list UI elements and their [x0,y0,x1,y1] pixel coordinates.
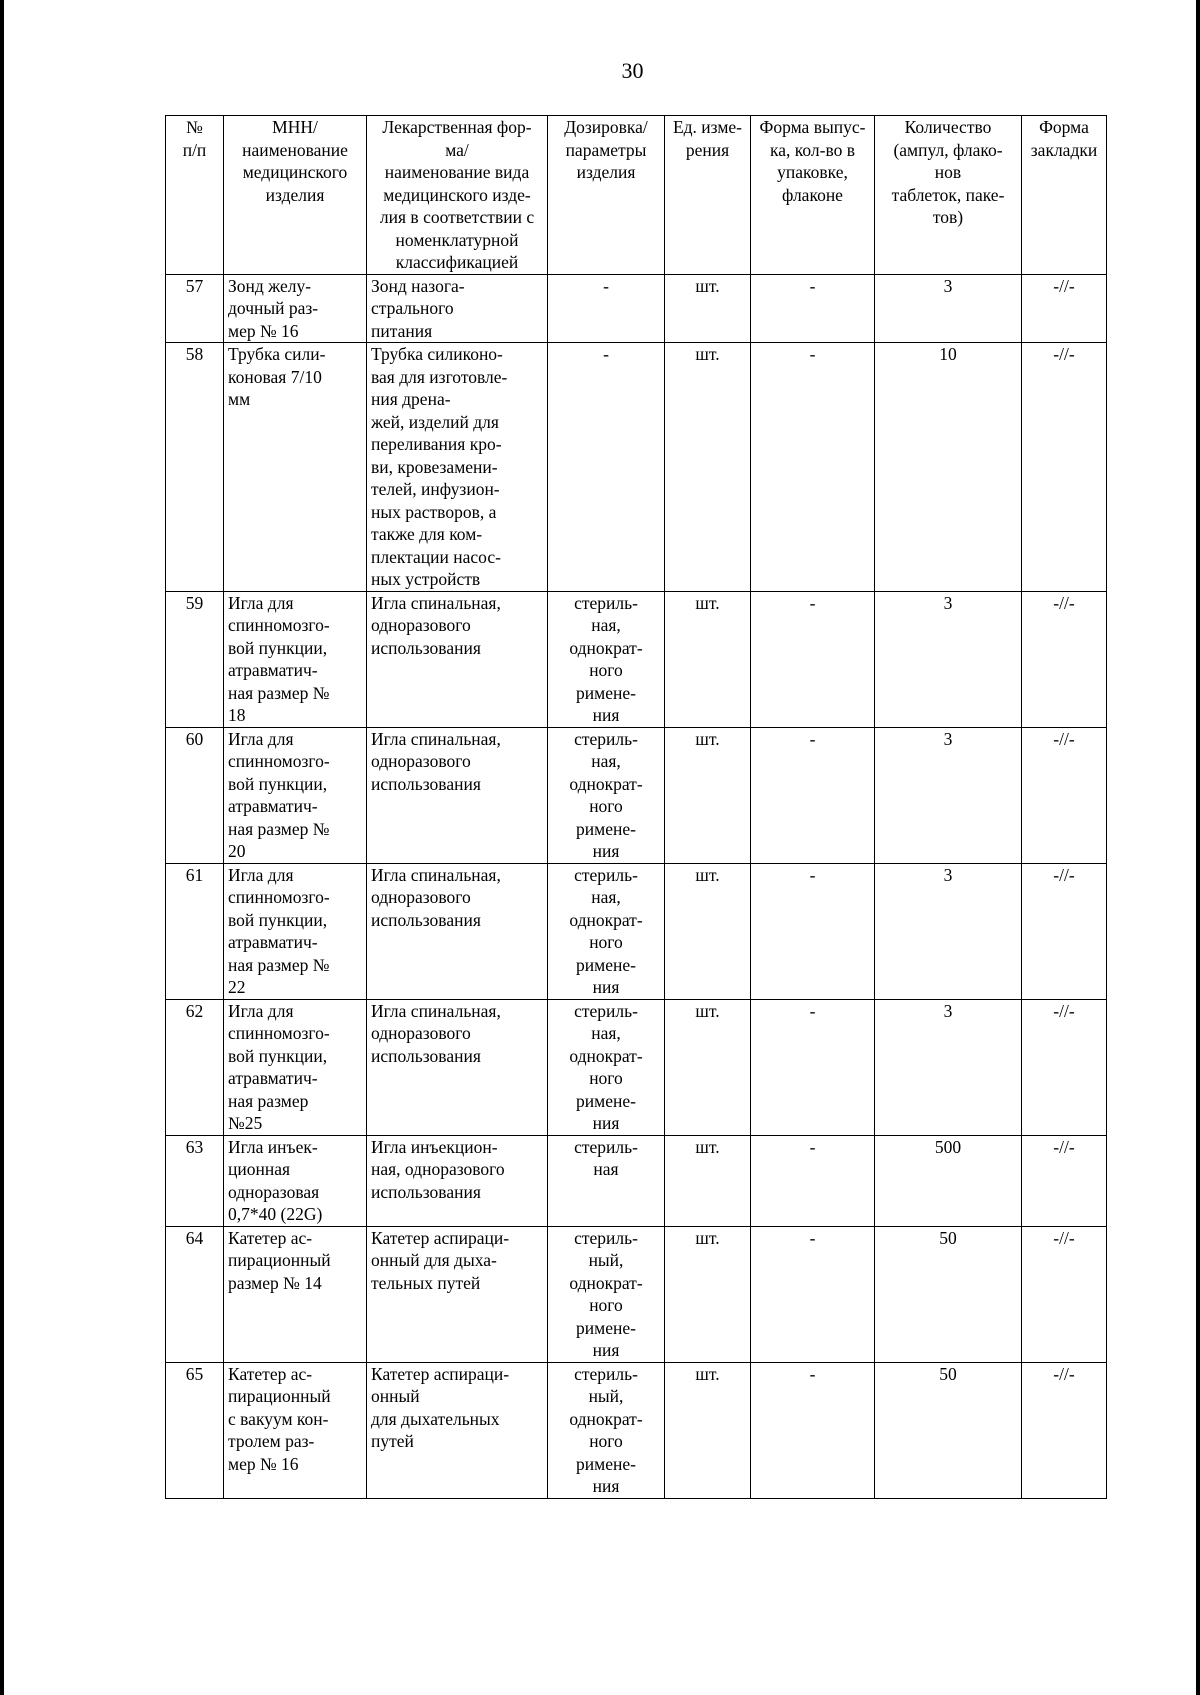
header-quantity: Количество (ампул, флако- нов таблеток, паке- тов) [875,116,1022,275]
header-dosage-form: Лекарственная фор- ма/ наименование вида медицинского изде- лия в соответствии с номенклатурной классификацией [367,116,548,275]
unit-cell: шт. [665,1135,751,1226]
unit-cell: шт. [665,999,751,1135]
dosage-form-cell: Игла спинальная, одноразового использования [367,999,548,1135]
quantity-cell: 3 [875,863,1022,999]
unit-cell: шт. [665,1362,751,1498]
quantity-cell: 3 [875,999,1022,1135]
release-form-cell: - [751,863,875,999]
tab-form-cell: -//- [1022,999,1107,1135]
table-header-row [166,116,1107,275]
release-form-cell: - [751,591,875,727]
dosage-form-cell: Катетер аспираци- онный для дыхательных путей [367,1362,548,1498]
table-row [166,1226,1107,1362]
tab-form-cell: -//- [1022,591,1107,727]
tab-form-cell: -//- [1022,1226,1107,1362]
unit-cell: шт. [665,1226,751,1362]
header-release-form: Форма выпус- ка, кол-во в упаковке, флаконе [751,116,875,275]
unit-cell: шт. [665,343,751,592]
dosage-cell: стериль- ная [548,1135,665,1226]
row-number-cell: 59 [166,591,224,727]
header-unit: Ед. изме- рения [665,116,751,275]
item-name-cell: Катетер ас- пирационный размер № 14 [224,1226,367,1362]
item-name-cell: Игла инъек- ционная одноразовая 0,7*40 (22G) [224,1135,367,1226]
table-row [166,274,1107,343]
header-dosage: Дозировка/ параметры изделия [548,116,665,275]
row-number-cell: 61 [166,863,224,999]
row-number-cell: 62 [166,999,224,1135]
unit-cell: шт. [665,863,751,999]
dosage-cell: стериль- ная, однократ- ного римене- ния [548,863,665,999]
dosage-cell: стериль- ная, однократ- ного римене- ния [548,999,665,1135]
tab-form-cell: -//- [1022,274,1107,343]
tab-form-cell: -//- [1022,863,1107,999]
release-form-cell: - [751,999,875,1135]
table-row [166,1135,1107,1226]
unit-cell: шт. [665,274,751,343]
quantity-cell: 50 [875,1226,1022,1362]
table-row [166,343,1107,592]
item-name-cell: Трубка сили- коновая 7/10 мм [224,343,367,592]
row-number-cell: 57 [166,274,224,343]
quantity-cell: 3 [875,727,1022,863]
dosage-cell: стериль- ная, однократ- ного римене- ния [548,727,665,863]
items-table [165,115,1107,1499]
table-row [166,727,1107,863]
quantity-cell: 10 [875,343,1022,592]
release-form-cell: - [751,1135,875,1226]
table-row [166,1362,1107,1498]
release-form-cell: - [751,1226,875,1362]
row-number-cell: 58 [166,343,224,592]
quantity-cell: 500 [875,1135,1022,1226]
tab-form-cell: -//- [1022,727,1107,863]
dosage-cell: - [548,274,665,343]
row-number-cell: 63 [166,1135,224,1226]
table-row [166,863,1107,999]
tab-form-cell: -//- [1022,1362,1107,1498]
dosage-form-cell: Игла спинальная, одноразового использования [367,863,548,999]
row-number-cell: 65 [166,1362,224,1498]
dosage-form-cell: Зонд назога- стрального питания [367,274,548,343]
release-form-cell: - [751,1362,875,1498]
header-tab-form: Форма закладки [1022,116,1107,275]
item-name-cell: Игла для спинномозго- вой пункции, атравматич- ная размер № 20 [224,727,367,863]
page-number: 30 [621,58,644,83]
scan-edge-left [0,0,4,1695]
row-number-cell: 64 [166,1226,224,1362]
header-name: МНН/ наименование медицинского изделия [224,116,367,275]
unit-cell: шт. [665,727,751,863]
row-number-cell: 60 [166,727,224,863]
dosage-cell: стериль- ный, однократ- ного римене- ния [548,1362,665,1498]
unit-cell: шт. [665,591,751,727]
release-form-cell: - [751,727,875,863]
dosage-form-cell: Игла инъекцион- ная, одноразового использования [367,1135,548,1226]
release-form-cell: - [751,274,875,343]
dosage-cell: стериль- ная, однократ- ного римене- ния [548,591,665,727]
release-form-cell: - [751,343,875,592]
item-name-cell: Игла для спинномозго- вой пункции, атравматич- ная размер №25 [224,999,367,1135]
table-row [166,591,1107,727]
dosage-cell: - [548,343,665,592]
tab-form-cell: -//- [1022,343,1107,592]
quantity-cell: 3 [875,274,1022,343]
item-name-cell: Зонд желу- дочный раз- мер № 16 [224,274,367,343]
dosage-form-cell: Трубка силиконо- вая для изготовле- ния дрена- жей, изделий для переливания кро- ви, кровезамени- телей, инфузион- ных растворов, а также для ком- плектации насос- ных устройств [367,343,548,592]
dosage-form-cell: Катетер аспираци- онный для дыха- тельных путей [367,1226,548,1362]
dosage-form-cell: Игла спинальная, одноразового использования [367,591,548,727]
dosage-form-cell: Игла спинальная, одноразового использования [367,727,548,863]
quantity-cell: 50 [875,1362,1022,1498]
quantity-cell: 3 [875,591,1022,727]
item-name-cell: Катетер ас- пирационный с вакуум кон- тролем раз- мер № 16 [224,1362,367,1498]
header-number: № п/п [166,116,224,275]
item-name-cell: Игла для спинномозго- вой пункции, атравматич- ная размер № 18 [224,591,367,727]
tab-form-cell: -//- [1022,1135,1107,1226]
table-row [166,999,1107,1135]
scan-edge-right [1196,0,1200,1695]
dosage-cell: стериль- ный, однократ- ного римене- ния [548,1226,665,1362]
item-name-cell: Игла для спинномозго- вой пункции, атравматич- ная размер № 22 [224,863,367,999]
